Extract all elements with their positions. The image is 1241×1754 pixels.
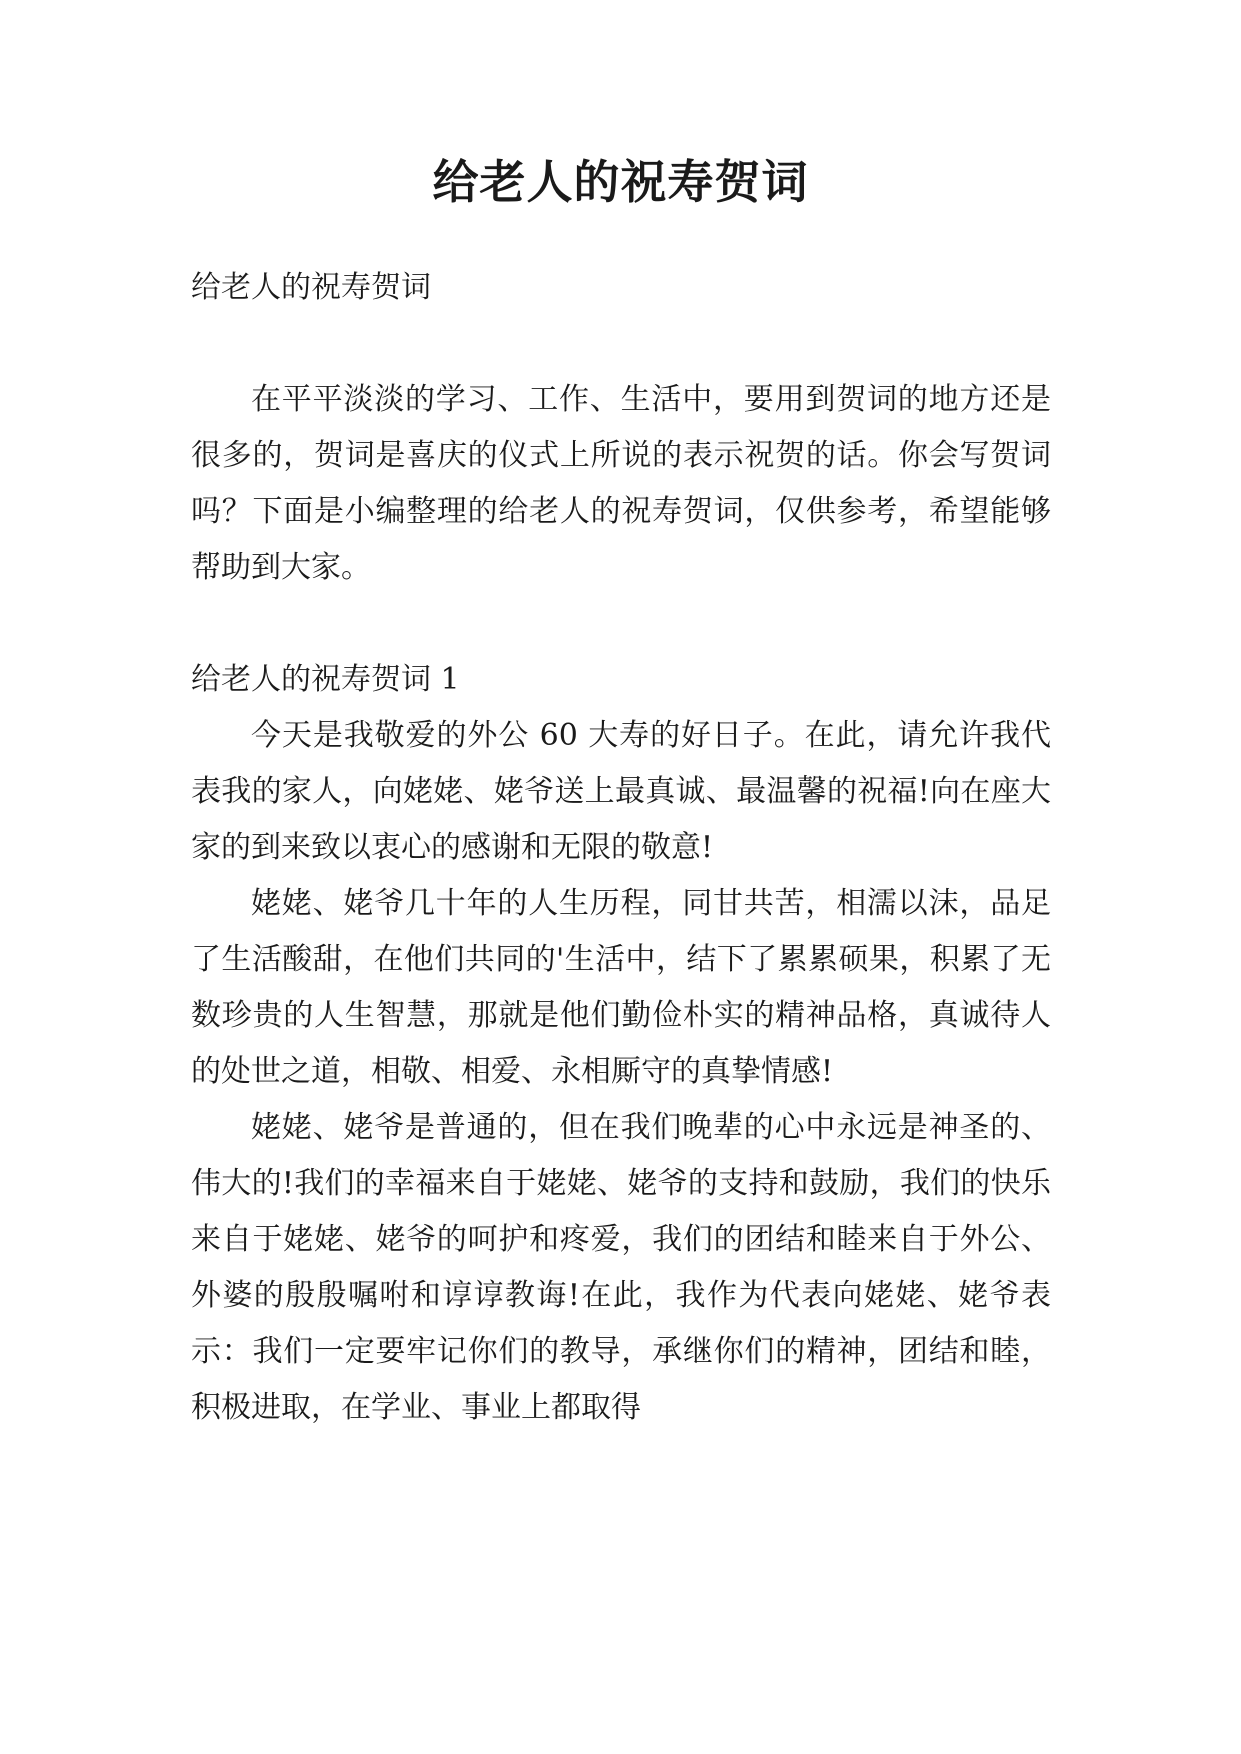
intro-paragraph: 在平平淡淡的学习、工作、生活中，要用到贺词的地方还是很多的，贺词是喜庆的仪式上所说的表示祝贺的话。你会写贺词吗？下面是小编整理的给老人的祝寿贺词，仅供参考，希望能够帮助到大家。 <box>191 382 1051 585</box>
document-body <box>191 260 1051 1436</box>
spacer <box>191 316 1051 372</box>
spacer <box>191 596 1051 652</box>
document-subtitle: 给老人的祝寿贺词 <box>191 270 431 305</box>
body-paragraph: 姥姥、姥爷几十年的人生历程，同甘共苦，相濡以沫，品足了生活酸甜，在他们共同的'生活中，结下了累累硕果，积累了无数珍贵的人生智慧，那就是他们勤俭朴实的精神品格，真诚待人的处世之道，相敬、相爱、永相厮守的真挚情感! <box>191 886 1051 1089</box>
body-paragraph: 姥姥、姥爷是普通的，但在我们晚辈的心中永远是神圣的、伟大的!我们的幸福来自于姥姥、姥爷的支持和鼓励，我们的快乐来自于姥姥、姥爷的呵护和疼爱，我们的团结和睦来自于外公、外婆的殷殷嘱咐和谆谆教诲!在此，我作为代表向姥姥、姥爷表示：我们一定要牢记你们的教导，承继你们的精神，团结和睦，积极进取，在学业、事业上都取得 <box>191 1110 1051 1425</box>
section-heading: 给老人的祝寿贺词 1 <box>191 662 460 697</box>
document-title: 给老人的祝寿贺词 <box>432 155 809 209</box>
body-paragraph: 今天是我敬爱的外公 60 大寿的好日子。在此，请允许我代表我的家人，向姥姥、姥爷送上最真诚、最温馨的祝福!向在座大家的到来致以衷心的感谢和无限的敬意! <box>191 718 1051 865</box>
